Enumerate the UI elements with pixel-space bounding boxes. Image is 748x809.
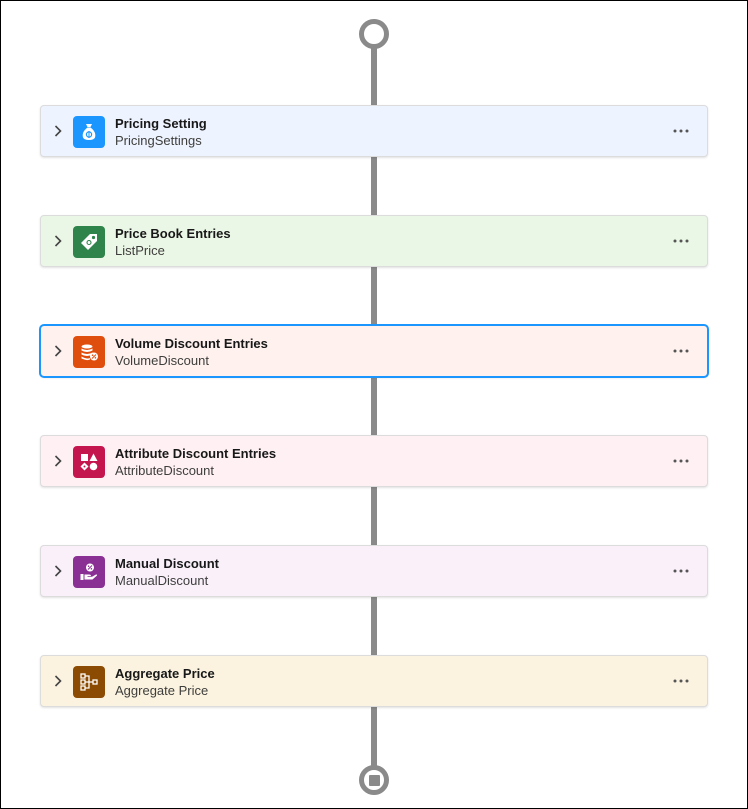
step-title: Volume Discount Entries	[115, 336, 268, 351]
hierarchy-icon	[73, 666, 105, 698]
step-subtitle: AttributeDiscount	[115, 463, 214, 478]
chevron-right-icon[interactable]	[51, 453, 65, 469]
more-actions-icon[interactable]	[671, 344, 691, 358]
money-bag-icon	[73, 116, 105, 148]
more-actions-icon[interactable]	[671, 564, 691, 578]
more-actions-icon[interactable]	[671, 454, 691, 468]
chevron-right-icon[interactable]	[51, 233, 65, 249]
step-attribute-discount-entries[interactable]	[40, 435, 708, 487]
chevron-right-icon[interactable]	[51, 673, 65, 689]
step-title: Manual Discount	[115, 556, 220, 571]
more-actions-icon[interactable]	[671, 124, 691, 138]
price-tag-icon	[73, 226, 105, 258]
start-node-icon	[359, 19, 389, 49]
step-subtitle: VolumeDiscount	[115, 353, 209, 368]
step-volume-discount-entries[interactable]	[40, 325, 708, 377]
chevron-right-icon[interactable]	[51, 343, 65, 359]
step-price-book-entries[interactable]	[40, 215, 708, 267]
step-subtitle: PricingSettings	[115, 133, 202, 148]
stacked-coins-icon	[73, 336, 105, 368]
step-manual-discount[interactable]	[40, 545, 708, 597]
step-pricing-setting[interactable]	[40, 105, 708, 157]
end-node-icon	[359, 765, 389, 795]
step-title: Price Book Entries	[115, 226, 231, 241]
chevron-right-icon[interactable]	[51, 563, 65, 579]
step-subtitle: ListPrice	[115, 243, 165, 258]
chevron-right-icon[interactable]	[51, 123, 65, 139]
more-actions-icon[interactable]	[671, 234, 691, 248]
step-title: Aggregate Price	[115, 666, 215, 681]
step-title: Attribute Discount Entries	[115, 446, 277, 461]
shapes-icon	[73, 446, 105, 478]
hand-discount-icon	[73, 556, 105, 588]
step-subtitle: Aggregate Price	[115, 683, 209, 698]
step-subtitle: ManualDiscount	[115, 573, 209, 588]
step-title: Pricing Setting	[115, 116, 207, 131]
more-actions-icon[interactable]	[671, 674, 691, 688]
stop-icon	[369, 775, 380, 786]
step-aggregate-price[interactable]	[40, 655, 708, 707]
